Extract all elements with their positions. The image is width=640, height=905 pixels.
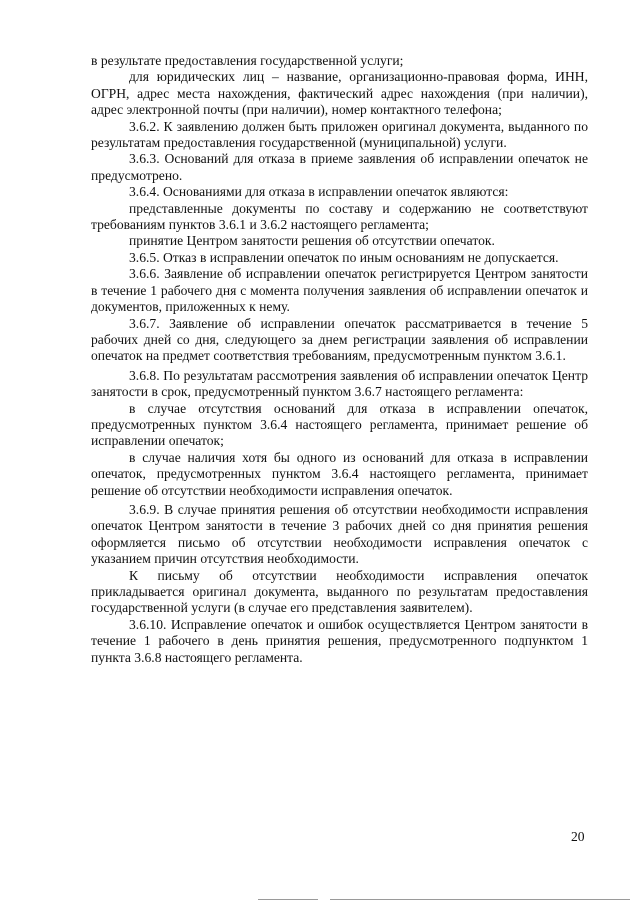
paragraph-11: 3.6.8. По результатам рассмотрения заявления об исправлении опечаток Центр занятости в срок, предусмотренный пунктом 3.6.7 настоящего регламента:: [91, 367, 588, 400]
paragraph-7: принятие Центром занятости решения об отсутствии опечаток.: [129, 233, 495, 249]
scan-artifact-line: [330, 899, 630, 900]
paragraph-13: в случае наличия хотя бы одного из оснований для отказа в исправлении опечаток, предусмотренных пунктом 3.6.4 настоящего регламента, принимает решение об отсутствии необходимости исправления опечаток.: [91, 449, 588, 498]
document-body: [91, 53, 588, 666]
paragraph-2: для юридических лиц – название, организационно-правовая форма, ИНН, ОГРН, адрес места нахождения, фактический адрес нахождения (при наличии), адрес электронной почты (при наличии), номер контактного телефона;: [91, 69, 588, 118]
paragraph-6: представленные документы по составу и содержанию не соответствуют требованиям пунктов 3.6.1 и 3.6.2 настоящего регламента;: [91, 200, 588, 233]
page-number: 20: [571, 829, 585, 844]
paragraph-1: в результате предоставления государственной услуги;: [91, 53, 404, 68]
paragraph-16: 3.6.10. Исправление опечаток и ошибок осуществляется Центром занятости в течение 1 рабочего в день принятия решения, предусмотренного подпунктом 1 пункта 3.6.8 настоящего регламента.: [91, 616, 588, 665]
paragraph-10: 3.6.7. Заявление об исправлении опечаток рассматривается в течение 5 рабочих дней со дня, следующего за днем регистрации заявления об исправлении опечаток на предмет соответствия требованиям, предусмотренным пунктом 3.6.1.: [91, 315, 588, 364]
paragraph-14: 3.6.9. В случае принятия решения об отсутствии необходимости исправления опечаток Центром занятости в течение 3 рабочих дней со дня принятия решения оформляется письмо об отсутствии необходимости исправления опечаток с указанием причин отсутствия необходимости.: [91, 501, 588, 567]
paragraph-9: 3.6.6. Заявление об исправлении опечаток регистрируется Центром занятости в течение 1 рабочего дня с момента получения заявления об исправлении опечаток и документов, приложенных к нему.: [91, 266, 588, 315]
paragraph-8: 3.6.5. Отказ в исправлении опечаток по иным основаниям не допускается.: [129, 249, 559, 265]
paragraph-5: 3.6.4. Основаниями для отказа в исправлении опечаток являются:: [129, 184, 509, 200]
scan-artifact-line: [258, 899, 318, 900]
paragraph-3: 3.6.2. К заявлению должен быть приложен оригинал документа, выданного по результатам предоставления государственной (муниципальной) услуги.: [91, 118, 588, 151]
paragraph-4: 3.6.3. Оснований для отказа в приеме заявления об исправлении опечаток не предусмотрено.: [91, 151, 588, 183]
paragraph-15: К письму об отсутствии необходимости исправления опечаток прикладывается оригинал документа, выданного по результатам предоставления государственной услуги (в случае его представления заявителем).: [91, 567, 588, 616]
paragraph-12: в случае отсутствия оснований для отказа в исправлении опечаток, предусмотренных пунктом 3.6.4 настоящего регламента, принимает решение об исправлении опечаток;: [91, 400, 588, 449]
